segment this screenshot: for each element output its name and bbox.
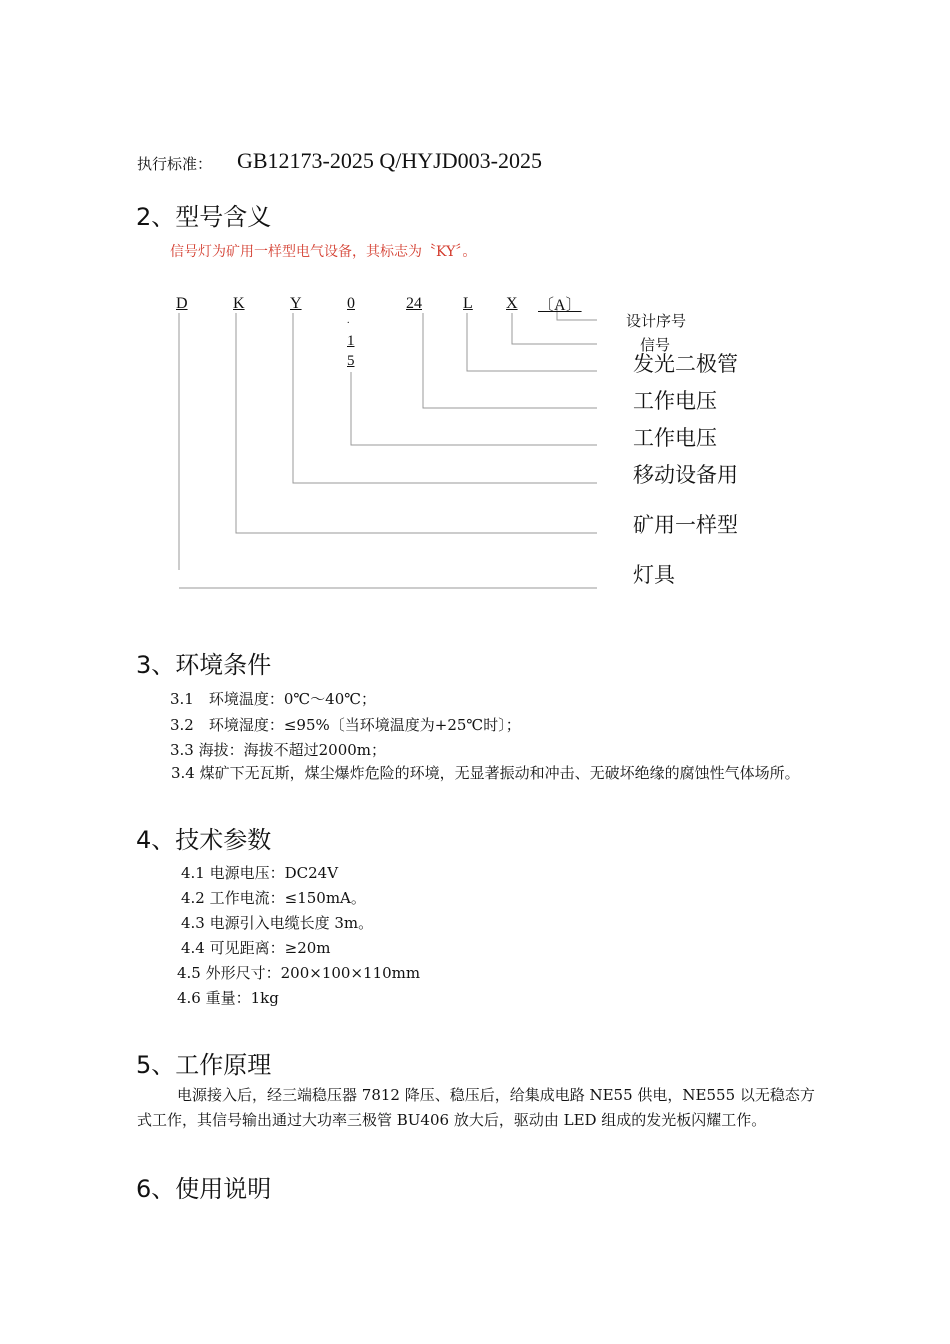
section-3-title: 3、环境条件 [136, 651, 272, 679]
tech-item-4: 4.4 可见距离：≥20m [181, 939, 331, 957]
section-2-note: 信号灯为矿用一样型电气设备，其标志为〝KY〞。 [170, 244, 477, 260]
code-5: 5 [347, 353, 355, 369]
label-signal: 信号 [640, 336, 671, 354]
label-led: 发光二极管 [633, 352, 738, 373]
code-l: L [463, 295, 473, 312]
code-d: D [176, 295, 188, 312]
env-item-3: 3.3 海拔：海拔不超过2000m； [170, 741, 387, 759]
label-mobile: 移动设备用 [633, 463, 738, 487]
line-mine-type [236, 313, 597, 533]
line-voltage1 [423, 313, 597, 408]
line-mobile [293, 313, 597, 483]
env-item-2: 3.2 环境湿度：≤95%〔当环境温度为+25℃时〕； [170, 716, 521, 734]
tech-item-6: 4.6 重量：1kg [177, 989, 279, 1007]
line-led [467, 313, 597, 371]
code-k: K [233, 295, 245, 312]
section-2-title: 2、型号含义 [136, 203, 272, 231]
label-lamp: 灯具 [633, 563, 675, 587]
code-y: Y [290, 295, 302, 312]
standard-label: 执行标准： [137, 155, 213, 173]
standard-value: GB12173-2025 Q/HYJD003-2025 [237, 148, 542, 173]
env-item-1: 3.1 环境温度：0℃～40℃； [170, 690, 377, 708]
label-voltage-2: 工作电压 [633, 426, 717, 450]
principle-paragraph: 电源接入后，经三端稳压器 7812 降压、稳压后，给集成电路 NE55 供电，NE555 以无稳态方式工作，其信号输出通过大功率三极管 BU406 放大后，驱动由 LED 组成的发光板闪耀工作。 [137, 1086, 815, 1129]
section-5-title: 5、工作原理 [136, 1051, 272, 1079]
section-6-title: 6、使用说明 [136, 1175, 272, 1203]
tech-item-2: 4.2 工作电流：≤150mA。 [181, 889, 366, 907]
label-mine-type: 矿用一样型 [633, 513, 738, 537]
tech-item-3: 4.3 电源引入电缆长度 3m。 [181, 914, 374, 932]
code-x: X [506, 295, 518, 312]
env-item-4: 3.4 煤矿下无瓦斯，煤尘爆炸危险的环境，无显著振动和冲击、无破坏绝缘的腐蚀性气体场所。 [171, 764, 800, 782]
code-1: 1 [347, 333, 355, 349]
code-0: 0 [347, 295, 355, 312]
code-a: 〔A〕 [538, 297, 582, 314]
code-dot: . [347, 315, 350, 326]
line-signal [512, 313, 597, 344]
tech-item-1: 4.1 电源电压：DC24V [181, 864, 339, 882]
section-4-title: 4、技术参数 [136, 826, 272, 854]
label-design: 设计序号 [626, 312, 687, 330]
label-voltage-1: 工作电压 [633, 389, 717, 413]
code-24: 24 [406, 295, 422, 312]
tech-item-5: 4.5 外形尺寸：200×100×110mm [177, 964, 421, 982]
